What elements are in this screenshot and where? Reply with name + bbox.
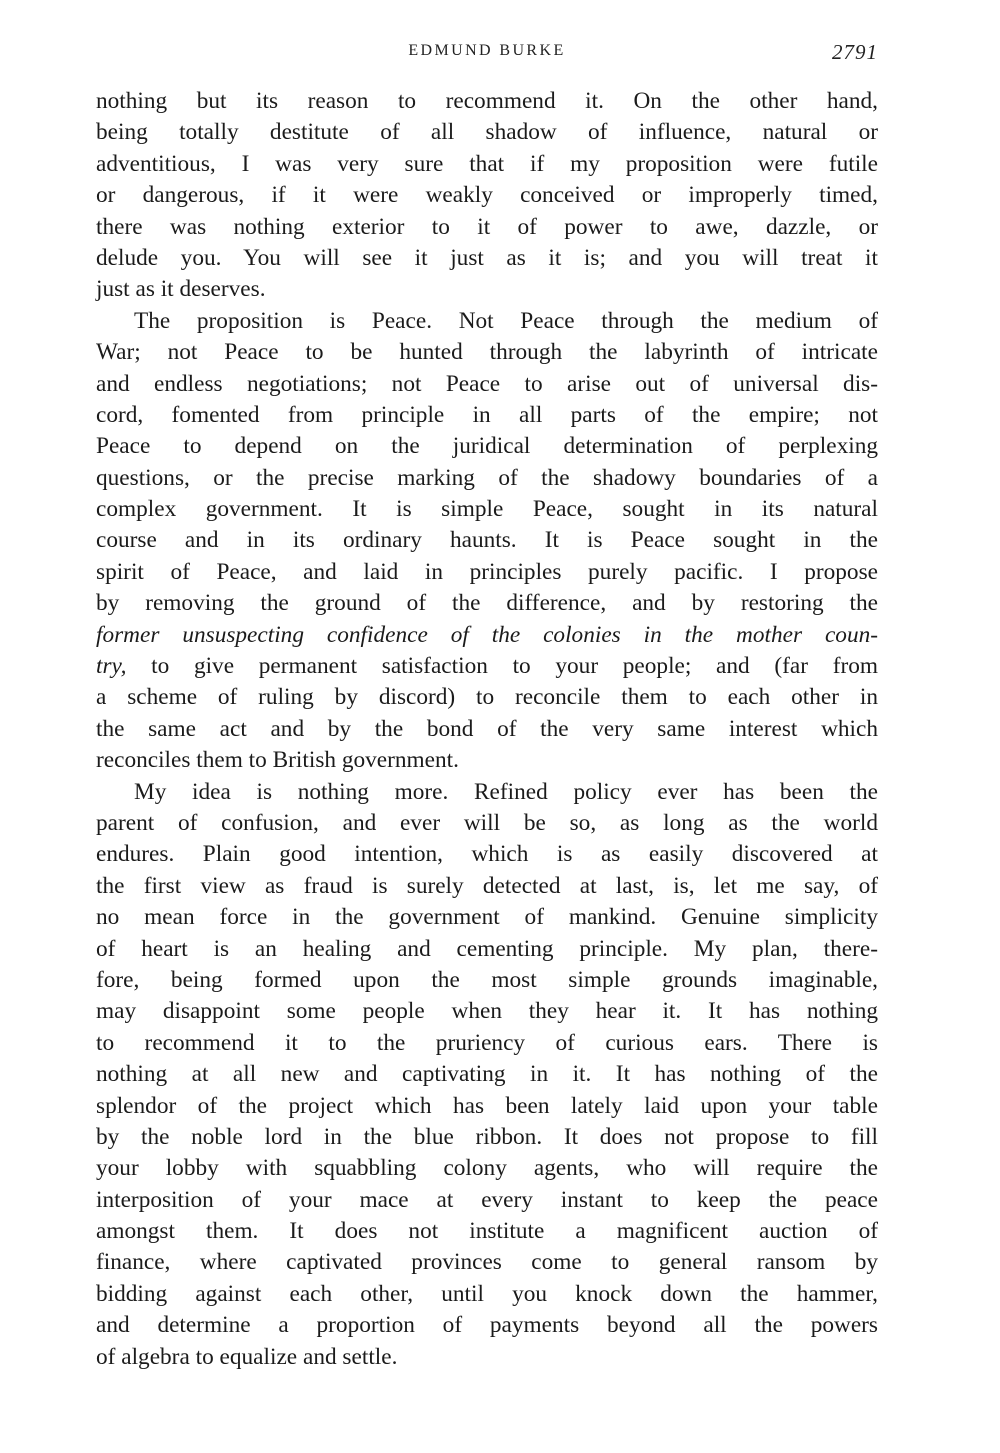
text-line: Peace to depend on the juridical determination of perplexing bbox=[96, 433, 878, 460]
page-number: 2791 bbox=[832, 40, 878, 64]
text-line: of algebra to equalize and settle. bbox=[96, 1343, 398, 1370]
text-line: or dangerous, if it were weakly conceived or improperly timed, bbox=[96, 182, 878, 209]
text-line: endures. Plain good intention, which is as easily discovered at bbox=[96, 841, 878, 868]
text-line: no mean force in the government of mankind. Genuine simplicity bbox=[96, 904, 878, 931]
text-line-with-italic bbox=[96, 651, 878, 682]
running-head bbox=[96, 40, 878, 66]
text-line: a scheme of ruling by discord) to reconcile them to each other in bbox=[96, 684, 878, 711]
text-line: may disappoint some people when they hear it. It has nothing bbox=[96, 998, 878, 1025]
text-line: to recommend it to the pruriency of curious ears. There is bbox=[96, 1029, 878, 1056]
text-line: My idea is nothing more. Refined policy ever has been the bbox=[134, 778, 878, 805]
text-line: nothing but its reason to recommend it. On the other hand, bbox=[96, 88, 878, 114]
running-title: EDMUND BURKE bbox=[408, 42, 566, 59]
text-line: complex government. It is simple Peace, sought in its natural bbox=[96, 496, 878, 523]
text-line: the same act and by the bond of the very same interest which bbox=[96, 715, 878, 742]
text-line: by the noble lord in the blue ribbon. It does not propose to fill bbox=[96, 1123, 878, 1150]
text-line: of heart is an healing and cementing principle. My plan, there- bbox=[96, 935, 878, 962]
italic-fragment: try, bbox=[96, 653, 127, 680]
text-line: questions, or the precise marking of the shadowy boundaries of a bbox=[96, 464, 878, 491]
text-line: fore, being formed upon the most simple grounds imaginable, bbox=[96, 966, 878, 993]
text-line: splendor of the project which has been lately laid upon your table bbox=[96, 1092, 878, 1119]
text-line: finance, where captivated provinces come to general ransom by bbox=[96, 1249, 878, 1276]
text-line: being totally destitute of all shadow of influence, natural or bbox=[96, 119, 878, 146]
italic-text-line: former unsuspecting confidence of the colonies in the mother coun- bbox=[96, 621, 878, 648]
body-text bbox=[96, 86, 878, 1373]
text-line: your lobby with squabbling colony agents, who will require the bbox=[96, 1155, 878, 1182]
text-line: bidding against each other, until you knock down the hammer, bbox=[96, 1280, 878, 1307]
text-line: nothing at all new and captivating in it. It has nothing of the bbox=[96, 1061, 878, 1088]
text-line: parent of confusion, and ever will be so, as long as the world bbox=[96, 809, 878, 836]
paragraph-3 bbox=[96, 777, 878, 1373]
text-line: War; not Peace to be hunted through the labyrinth of intricate bbox=[96, 339, 878, 366]
text-line: delude you. You will see it just as it is; and you will treat it bbox=[96, 244, 878, 271]
text-line: reconciles them to British government. bbox=[96, 747, 459, 774]
text-line: cord, fomented from principle in all parts of the empire; not bbox=[96, 401, 878, 428]
paragraph-1 bbox=[96, 86, 878, 306]
text-line: interposition of your mace at every instant to keep the peace bbox=[96, 1186, 878, 1213]
text-line: and endless negotiations; not Peace to arise out of universal dis- bbox=[96, 370, 878, 397]
text-line: there was nothing exterior to it of power to awe, dazzle, or bbox=[96, 213, 878, 240]
text-line: adventitious, I was very sure that if my proposition were futile bbox=[96, 150, 878, 177]
text-line: the first view as fraud is surely detected at last, is, let me say, of bbox=[96, 872, 878, 899]
text-line: by removing the ground of the difference, and by restoring the bbox=[96, 590, 878, 617]
text-line: just as it deserves. bbox=[96, 276, 266, 303]
text-line: course and in its ordinary haunts. It is Peace sought in the bbox=[96, 527, 878, 554]
text-line: spirit of Peace, and laid in principles purely pacific. I propose bbox=[96, 558, 878, 585]
line-remainder: to give permanent satisfaction to your people; and (far from bbox=[126, 653, 878, 680]
paragraph-2 bbox=[96, 306, 878, 777]
text-line: and determine a proportion of payments beyond all the powers bbox=[96, 1312, 878, 1339]
text-line: The proposition is Peace. Not Peace through the medium of bbox=[134, 307, 878, 334]
text-line: amongst them. It does not institute a magnificent auction of bbox=[96, 1218, 878, 1245]
